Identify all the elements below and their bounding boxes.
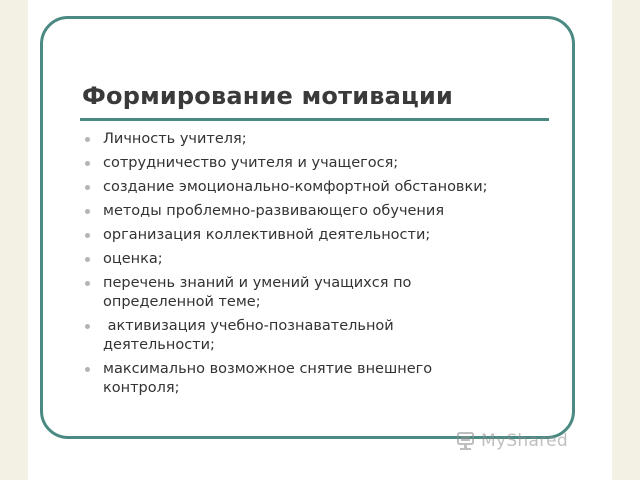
bullet-icon (85, 233, 90, 238)
list-item (82, 317, 552, 355)
list-item-text: оценка; (103, 251, 163, 267)
left-margin-strip (0, 0, 28, 480)
list-item (82, 178, 552, 197)
bullet-icon (85, 281, 90, 286)
list-item-text: организация коллективной деятельности; (103, 227, 431, 243)
list-item (82, 202, 552, 221)
bullet-icon (85, 367, 90, 372)
myshared-watermark (456, 430, 568, 452)
bullet-icon (85, 137, 90, 142)
myshared-logo-icon (456, 430, 478, 452)
list-item (82, 130, 552, 149)
list-item (82, 274, 552, 312)
bullet-icon (85, 257, 90, 262)
list-item (82, 250, 552, 269)
list-item-text: сотрудничество учителя и учащегося; (103, 155, 399, 171)
list-item (82, 226, 552, 245)
list-item-text-line-1: активизация учебно-познавательной (103, 318, 394, 334)
list-item-text: создание эмоционально-комфортной обстановки; (103, 179, 488, 195)
list-item (82, 154, 552, 173)
bullet-icon (85, 161, 90, 166)
slide-title: Формирование мотивации (82, 82, 454, 110)
list-item-text-line-1: максимально возможное снятие внешнего (103, 361, 433, 377)
list-item-text: Личность учителя; (103, 131, 247, 147)
list-item-text-line-2: определенной теме; (103, 294, 261, 310)
list-item-text-line-2: контроля; (103, 380, 180, 396)
right-margin-strip (612, 0, 640, 480)
list-item-text: методы проблемно-развивающего обучения (103, 203, 445, 219)
list-item-text-line-1: перечень знаний и умений учащихся по (103, 275, 412, 291)
title-underline (80, 118, 549, 121)
bullet-icon (85, 185, 90, 190)
bullet-icon (85, 324, 90, 329)
watermark-text: MyShared (481, 431, 568, 451)
bullet-list (82, 130, 552, 403)
list-item-text-line-2: деятельности; (103, 337, 215, 353)
bullet-icon (85, 209, 90, 214)
list-item (82, 360, 552, 398)
